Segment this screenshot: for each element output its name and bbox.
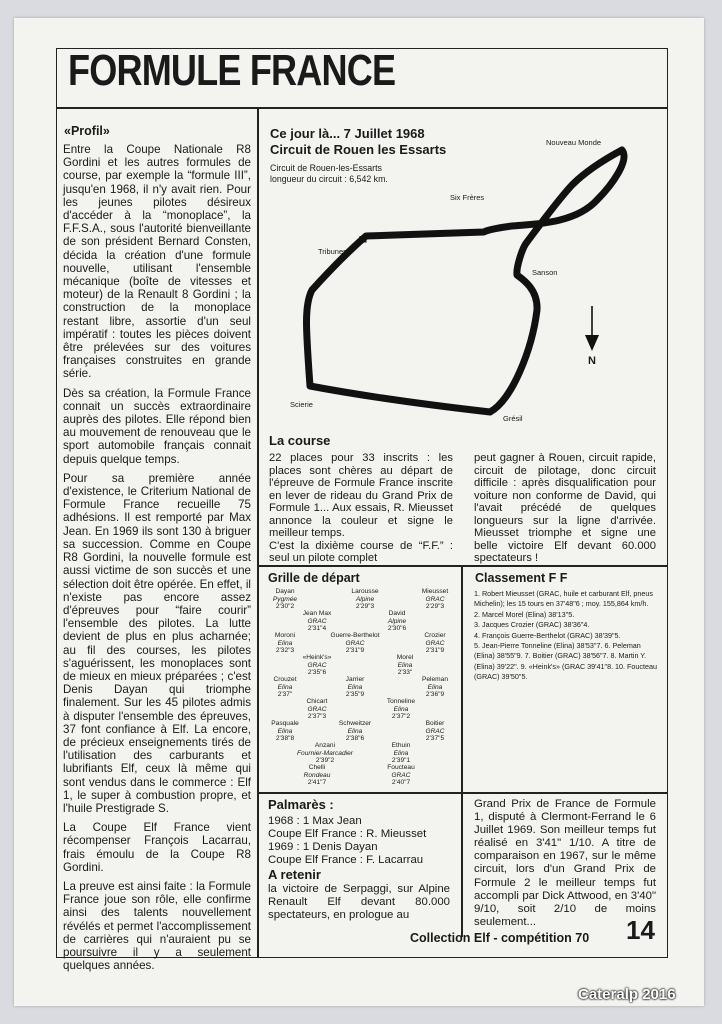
- grid-driver: [408, 676, 462, 699]
- grid-driver-car: GRAC: [391, 771, 411, 779]
- title-divider: [56, 107, 668, 109]
- grid-driver: [408, 720, 462, 743]
- grid-driver: [374, 764, 428, 787]
- grid-driver-name: David: [388, 610, 406, 617]
- grid-driver-time: 2'35"6: [307, 669, 327, 677]
- grille-top-divider: [257, 565, 668, 567]
- grid-driver: [290, 764, 344, 787]
- label-six-freres: Six Frères: [450, 193, 485, 202]
- label-scierie: Scierie: [290, 400, 313, 409]
- grid-driver-name: Crozier: [424, 632, 446, 639]
- grid-driver-car: Elina: [277, 683, 293, 691]
- grid-driver-time: 2'37"3: [307, 713, 327, 721]
- grille-heading: Grille de départ: [268, 571, 360, 585]
- retenir-heading: A retenir: [268, 867, 321, 882]
- grid-driver: [290, 654, 344, 677]
- grid-driver-time: 2'29"3: [355, 603, 375, 611]
- grid-driver-car: Pygmée: [272, 595, 298, 603]
- grid-driver-time: 2'35"9: [345, 691, 365, 699]
- grid-driver-time: 2'32"3: [275, 647, 295, 655]
- palmares-heading: Palmarès :: [268, 797, 334, 812]
- grid-driver-time: 2'37"5: [425, 735, 445, 743]
- profil-paragraph-2: Dès sa création, la Formule France connait un succès extraordinaire auprès des pilotes. Elle répond bien au mouvement de renouveau que le sport automobile français connait depuis quelque temps.: [63, 386, 251, 466]
- grid-driver-car: Elina: [427, 683, 443, 691]
- classement-text: 1. Robert Mieusset (GRAC, huile et carburant Elf, pneus Michelin); les 15 tours en 37'48"6 ; moy. 155,864 km/h. 2. Marcel Morel (Elina) 38'13"5. 3. Jacques Crozier (GRAC) 38'36"4. 4. François Guerre-Berthelot (GRAC) 38'39"5. 5. Jean-Pierre Tonneline (Elina) 38'53"7. 6. Peleman (Elina) 38'55"9. 7. Boitier (GRAC) 38'56"7. 8. Martin Y. (Elina) 39'22". 9. «Heink's» (GRAC 39'41"8. 10. Foucteau (GRAC) 39'50"5.: [474, 589, 658, 682]
- label-gresil: Grésil: [503, 414, 523, 423]
- palmares-top-divider: [257, 792, 668, 794]
- grid-driver: [374, 698, 428, 721]
- grid-driver-name: Mieusset: [421, 588, 449, 595]
- circuit-length: longueur du circuit : 6,542 km.: [270, 174, 388, 184]
- grid-driver: [290, 698, 344, 721]
- grid-driver: [338, 588, 392, 611]
- grid-driver-name: Morel: [396, 654, 414, 661]
- palmares-list: [268, 815, 458, 867]
- collection-label: Collection Elf - compétition 70: [410, 931, 590, 945]
- grid-driver-car: Alpine: [355, 595, 375, 603]
- label-nouveau-monde: Nouveau Monde: [546, 138, 602, 147]
- grid-driver-name: Pasquale: [271, 720, 299, 727]
- grille-classement-divider: [461, 565, 463, 937]
- grid-driver-car: Elina: [393, 749, 409, 757]
- classement-heading: Classement F F: [475, 571, 568, 585]
- grid-driver-time: 2'39"1: [391, 757, 411, 765]
- grid-driver-name: Crouzet: [273, 676, 297, 683]
- grid-driver: [408, 632, 462, 655]
- grid-driver-name: Chelli: [308, 764, 326, 771]
- grid-driver-time: 2'39"2: [315, 757, 335, 765]
- grid-driver-car: GRAC: [345, 639, 365, 647]
- grid-driver-time: 2'41"7: [307, 779, 327, 787]
- grid-driver-time: 2'33": [397, 669, 413, 677]
- grid-driver-car: Elina: [393, 705, 409, 713]
- grid-driver-car: Fournier-Marcadier: [297, 749, 353, 757]
- label-sanson: Sanson: [532, 268, 558, 277]
- circuit-map: [262, 130, 662, 430]
- grid-driver: [328, 676, 382, 699]
- grid-driver-time: 2'37"2: [391, 713, 411, 721]
- grid-driver-name: Larousse: [351, 588, 379, 595]
- grid-driver-name: Schweitzer: [338, 720, 372, 727]
- profil-paragraph-4: La Coupe Elf France vient récompenser François Lacarrau, frais émoulu de la Coupe R8 Gordini.: [63, 821, 251, 874]
- grid-driver: [408, 588, 462, 611]
- grid-driver-time: 2'30"2: [275, 603, 295, 611]
- palmares-line-4: Coupe Elf France : F. Lacarrau: [268, 854, 424, 867]
- grid-driver-time: 2'30"6: [387, 625, 407, 633]
- grid-driver-car: GRAC: [307, 617, 327, 625]
- grid-driver-name: Tonneline: [386, 698, 416, 705]
- grid-driver: [258, 588, 312, 611]
- grid-driver-name: Peleman: [421, 676, 449, 683]
- grid-driver-time: 2'40"7: [391, 779, 411, 787]
- profil-paragraph-5: La preuve est ainsi faite : la Formule France joue son rôle, elle confirme ainsi des talents nouvellement révélés et permet l'accomplissement de carrières qui n'auraient pu se poursuivre il y a seulement quelques années.: [63, 879, 251, 973]
- circuit-subtitle: Circuit de Rouen-les-Essarts: [270, 163, 382, 173]
- grid-driver-time: 2'31"9: [345, 647, 365, 655]
- grid-driver: [374, 742, 428, 765]
- grid-driver-name: Guerre-Berthelot: [330, 632, 380, 639]
- grid-driver-name: Moroni: [274, 632, 296, 639]
- grid-driver-time: 2'37": [277, 691, 293, 699]
- grid-driver-name: Foucteau: [387, 764, 415, 771]
- grid-driver-name: Chicart: [306, 698, 328, 705]
- grid-driver-car: Elina: [347, 727, 363, 735]
- grid-driver-car: Rondeau: [303, 771, 331, 779]
- grid-driver-name: Boitier: [425, 720, 445, 727]
- grid-driver-car: Elina: [277, 727, 293, 735]
- grid-driver: [290, 610, 344, 633]
- grid-driver: [328, 632, 382, 655]
- retenir-text: la victoire de Serpaggi, sur Alpine Renault Elf devant 80.000 spectateurs, en prologue au: [268, 883, 450, 922]
- grid-driver-name: Ethuin: [391, 742, 411, 749]
- palmares-line-2: Coupe Elf France : R. Mieusset: [268, 828, 427, 841]
- circuit-name-heading: Circuit de Rouen les Essarts: [270, 142, 447, 157]
- grid-driver-car: GRAC: [425, 727, 445, 735]
- grid-driver-car: GRAC: [425, 595, 445, 603]
- grid-driver-car: GRAC: [307, 705, 327, 713]
- gp-text: Grand Prix de France de Formule 1, disputé à Clermont-Ferrand le 6 Juillet 1969. Son meilleur temps fut réalisé en 3'41" 1/10. A titre de comparaison en 1967, sur le même circuit, lors d'un Grand Prix de Formule 2 le meilleur temps fut accompli par Dick Attwood, en 3'40" 9/10, soit 2/10 de moins seulement...: [474, 798, 656, 928]
- grid-driver-name: Dayan: [275, 588, 295, 595]
- grid-driver-car: GRAC: [425, 639, 445, 647]
- profil-paragraph-3: Pour sa première année d'existence, le Criterium National de Formule France recueille 75 adhésions. Il est remporté par Max Jean. En 1969 ils sont 130 à briguer sa succession. Comme en Coupe R8 Gordini, la nouvelle formule est aussi victime de son succès et une sélection doit être opérée. En effet, il n'existe pas encore assez d'épreuves pour “faire courir” l'ensemble des pilotes. La lutte devient de plus en plus acharnée; au fil des courses, les pilotes s'aguérissent, les monoplaces sont de mieux en mieux préparées ; c'est Denis Dayan qui triomphe finalement. Sur les 45 pilotes admis à disputer l'ensemble des épreuves, 37 font confiance à Elf. La encore, de précieux enseignements tirés de l'utilisation des carburants et lubrifiants Elf, ceux là même qui sont vendus dans le commerce : Elf 1, le super à combustion propre, et l'huile Prestigrade S.: [63, 471, 251, 815]
- grid-driver-time: 2'38"6: [345, 735, 365, 743]
- grid-driver: [258, 720, 312, 743]
- watermark: Cateralp 2016: [578, 986, 676, 1003]
- grid-driver-time: 2'36"9: [425, 691, 445, 699]
- grid-driver-time: 2'31"9: [425, 647, 445, 655]
- grid-driver: [328, 720, 382, 743]
- grid-driver: [378, 654, 432, 677]
- grid-driver-name: Jarrier: [345, 676, 365, 683]
- grid-driver-car: Alpine: [387, 617, 407, 625]
- grid-driver: [258, 632, 312, 655]
- grid-driver-time: 2'31"4: [307, 625, 327, 633]
- column-divider: [257, 107, 259, 957]
- grid-driver-name: «Heink's»: [302, 654, 332, 661]
- page-title: FORMULE FRANCE: [68, 46, 396, 95]
- palmares-line-1: 1968 : 1 Max Jean: [268, 815, 362, 827]
- profil-text: [63, 143, 251, 978]
- grid-driver-car: GRAC: [307, 661, 327, 669]
- palmares-line-3: 1969 : 1 Denis Dayan: [268, 841, 378, 854]
- course-text-col2: peut gagner à Rouen, circuit rapide, circuit de pilotage, donc circuit difficile : après disqualification pour voiture non conforme de David, qui l'avait précédé de quelques longueurs sur la ligne d'arrivée. Mieusset triomphe et signe une belle victoire Elf devant 60.000 spectateurs !: [474, 452, 656, 564]
- grid-driver-name: Jean Max: [302, 610, 332, 617]
- grid-driver-car: Elina: [347, 683, 363, 691]
- circuit-track: [307, 150, 624, 412]
- grid-driver-time: 2'38"8: [275, 735, 295, 743]
- grid-driver-car: Elina: [397, 661, 413, 669]
- grid-driver-name: Anzani: [314, 742, 336, 749]
- north-label: N: [588, 355, 596, 367]
- profil-paragraph-1: Entre la Coupe Nationale R8 Gordini et les autres formules de course, par exemple la “formule III”, jusqu'en 1968, il n'y avait rien. Pour les jeunes pilotes désireux d'accéder à la “monoplace”, la F.F.S.A., sous l'autorité bienveillante de son président Bernard Consten, décida la création d'une formule nouvelle, utilisant l'ensemble mécanique (boîte de vitesses et moteur) de la Renault 8 Gordini ; la construction de la monoplace restant libre, assortie d'un seul impératif : toutes les pièces doivent être prélevées sur des voitures françaises construites en grande série.: [63, 143, 251, 381]
- course-heading: La course: [269, 433, 331, 448]
- grid-driver: [370, 610, 424, 633]
- north-arrowhead: [585, 335, 599, 351]
- label-tribunes: Tribunes: [318, 247, 347, 256]
- grid-driver-time: 2'29"3: [425, 603, 445, 611]
- circuit-date-heading: Ce jour là... 7 Juillet 1968: [270, 126, 425, 141]
- grid-driver: [258, 676, 312, 699]
- card-number: 14: [626, 915, 655, 945]
- starting-grid: [258, 588, 460, 788]
- grid-driver-car: Elina: [277, 639, 293, 647]
- course-text-col1: 22 places pour 33 inscrits : les places sont chères au départ de l'épreuve de Formule France inscrite en lever de rideau du Grand Prix de Formule 1... Aux essais, R. Mieusset annonce la couleur et signe le meilleur temps. C'est la dixième course de “F.F.” : seul un pilote complet: [269, 452, 453, 564]
- grid-driver: [290, 742, 360, 765]
- profil-heading: «Profil»: [64, 124, 110, 138]
